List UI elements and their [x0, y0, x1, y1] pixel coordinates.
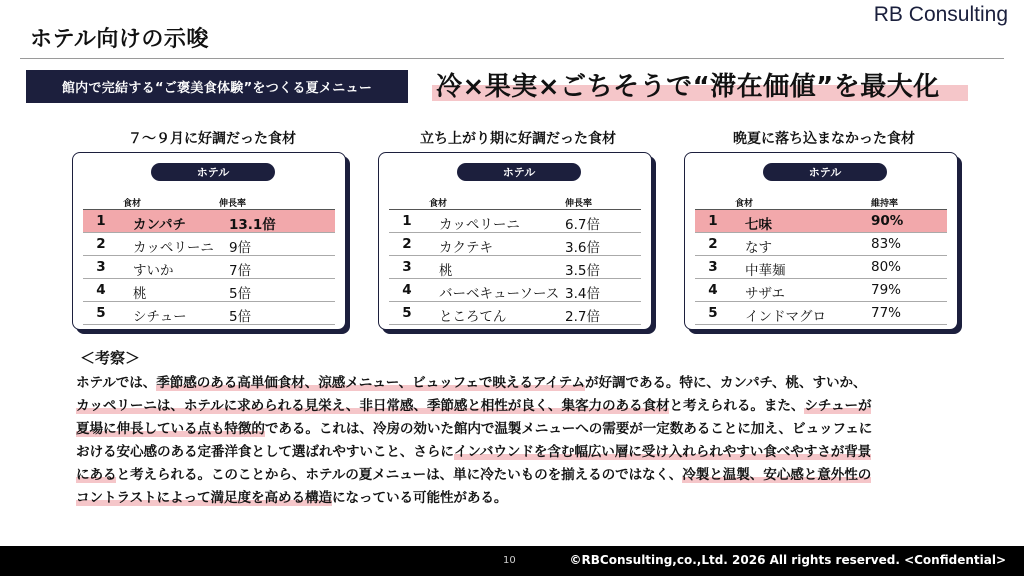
ranking-card	[378, 152, 652, 330]
highlighted-phrase: シチューが	[804, 398, 872, 414]
segment-pill: ホテル	[457, 163, 581, 181]
rank-number: 3	[96, 259, 106, 275]
rank-number: 1	[402, 213, 412, 229]
rank-number: 3	[708, 259, 718, 275]
table-row	[389, 279, 641, 302]
food-name: カッペリーニ	[133, 240, 214, 256]
text-segment: おける安心感のある定番洋食として選ばれやすいこと、さらに	[76, 444, 454, 460]
growth-value: 7倍	[229, 263, 252, 279]
panel-title: 立ち上がり期に好調だった食材	[420, 131, 616, 147]
growth-value: 3.4倍	[565, 286, 600, 302]
headline: 冷×果実×ごちそうで“滞在価値”を最大化	[436, 72, 940, 102]
rank-number: 5	[708, 305, 718, 321]
growth-value: 9倍	[229, 240, 252, 256]
table-row	[695, 210, 947, 233]
retention-value: 77%	[871, 305, 902, 321]
ranking-card	[684, 152, 958, 330]
panel-title: 晩夏に落ち込まなかった食材	[733, 131, 915, 147]
observation-line	[76, 441, 976, 464]
food-name: 中華麺	[745, 263, 786, 279]
text-segment: になっている可能性がある。	[331, 490, 508, 506]
table-row	[83, 210, 335, 233]
ranking-panel-late	[684, 128, 964, 325]
ranking-table	[695, 210, 947, 325]
table-row	[389, 256, 641, 279]
text-segment: である。これは、冷房の効いた館内で温製メニューへの需要が一定数あることに加え、ビュッフェに	[264, 421, 873, 437]
observation-line	[76, 464, 976, 487]
rank-number: 2	[708, 236, 718, 252]
segment-pill: ホテル	[151, 163, 275, 181]
highlighted-phrase: 季節感のある高単価食材、涼感メニュー、ビュッフェで映えるアイテム	[156, 375, 585, 391]
retention-value: 90%	[871, 213, 904, 229]
food-name: カッペリーニ	[439, 217, 520, 233]
food-name: カンパチ	[133, 217, 187, 233]
food-name: シチュー	[133, 309, 187, 325]
observations-text	[76, 372, 976, 510]
retention-value: 79%	[871, 282, 902, 298]
rank-number: 5	[96, 305, 106, 321]
rank-number: 2	[96, 236, 106, 252]
growth-value: 3.6倍	[565, 240, 600, 256]
observation-line	[76, 487, 976, 510]
ranking-card	[72, 152, 346, 330]
highlighted-phrase: 冷製と温製、安心感と意外性の	[682, 467, 872, 483]
ranking-panel-peak	[72, 128, 352, 325]
header-divider	[20, 58, 1004, 59]
column-header-value: 伸長率	[565, 199, 593, 209]
food-name: 七味	[745, 217, 772, 233]
food-name: なす	[745, 240, 772, 256]
observation-line	[76, 418, 976, 441]
food-name: 桃	[133, 286, 147, 302]
page-title: ホテル向けの示唆	[30, 27, 209, 52]
rank-number: 4	[402, 282, 412, 298]
table-row	[695, 233, 947, 256]
observation-line	[76, 395, 976, 418]
food-name: バーベキューソース	[439, 286, 560, 302]
table-row	[389, 302, 641, 325]
rank-number: 3	[402, 259, 412, 275]
copyright-notice: ©RBConsulting,co.,Ltd. 2026 All rights reserved. <Confidential>	[569, 553, 1006, 567]
table-row	[389, 233, 641, 256]
observations-heading: ＜考察＞	[80, 349, 141, 367]
highlighted-phrase: 夏場に伸長している点も特徴的	[76, 421, 265, 437]
food-name: ところてん	[439, 309, 507, 325]
column-header-value: 伸長率	[219, 199, 247, 209]
table-row	[695, 256, 947, 279]
text-segment: と考えられる。このことから、ホテルの夏メニューは、単に冷たいものを揃えるのではなく、	[116, 467, 683, 483]
section-badge: 館内で完結する“ご褒美食体験”をつくる夏メニュー	[26, 70, 408, 103]
text-segment: が好調である。特に、カンパチ、桃、すいか、	[584, 375, 867, 391]
company-logo: RB Consulting	[873, 3, 1008, 26]
growth-value: 2.7倍	[565, 309, 600, 325]
table-header	[83, 195, 335, 210]
headline-block	[432, 64, 968, 104]
food-name: サザエ	[745, 286, 785, 302]
food-name: すいか	[133, 263, 174, 279]
rank-number: 5	[402, 305, 412, 321]
rank-number: 4	[708, 282, 718, 298]
table-row	[389, 210, 641, 233]
ranking-table	[83, 210, 335, 325]
food-name: 桃	[439, 263, 453, 279]
text-segment: と考えられる。また、	[669, 398, 805, 414]
highlighted-phrase: コントラストによって満足度を高める構造	[76, 490, 332, 506]
rank-number: 4	[96, 282, 106, 298]
highlighted-phrase: インバウンドを含む幅広い層に受け入れられやすい食べやすさが背景	[453, 444, 872, 460]
food-name: カクテキ	[439, 240, 493, 256]
column-header-food: 食材	[429, 199, 448, 209]
rank-number: 2	[402, 236, 412, 252]
highlighted-phrase: にある	[76, 467, 117, 483]
retention-value: 80%	[871, 259, 902, 275]
column-header-value: 維持率	[871, 199, 899, 209]
page-number: 10	[503, 555, 516, 566]
text-segment: ホテルでは、	[76, 375, 157, 391]
highlighted-phrase: カッペリーニは、ホテルに求められる見栄え、非日常感、季節感と相性が良く、集客力のある食材	[76, 398, 670, 414]
table-row	[83, 256, 335, 279]
growth-value: 6.7倍	[565, 217, 600, 233]
table-row	[83, 302, 335, 325]
column-header-food: 食材	[735, 199, 754, 209]
growth-value: 5倍	[229, 309, 252, 325]
panel-title: ７～９月に好調だった食材	[128, 131, 296, 147]
table-row	[83, 233, 335, 256]
table-row	[695, 302, 947, 325]
table-row	[695, 279, 947, 302]
food-name: インドマグロ	[745, 309, 826, 325]
table-header	[695, 195, 947, 210]
growth-value: 5倍	[229, 286, 252, 302]
table-header	[389, 195, 641, 210]
ranking-panel-early	[378, 128, 658, 325]
segment-pill: ホテル	[763, 163, 887, 181]
growth-value: 13.1倍	[229, 217, 276, 233]
growth-value: 3.5倍	[565, 263, 600, 279]
ranking-table	[389, 210, 641, 325]
observation-line	[76, 372, 976, 395]
column-header-food: 食材	[123, 199, 142, 209]
retention-value: 83%	[871, 236, 902, 252]
rank-number: 1	[96, 213, 106, 229]
table-row	[83, 279, 335, 302]
rank-number: 1	[708, 213, 718, 229]
